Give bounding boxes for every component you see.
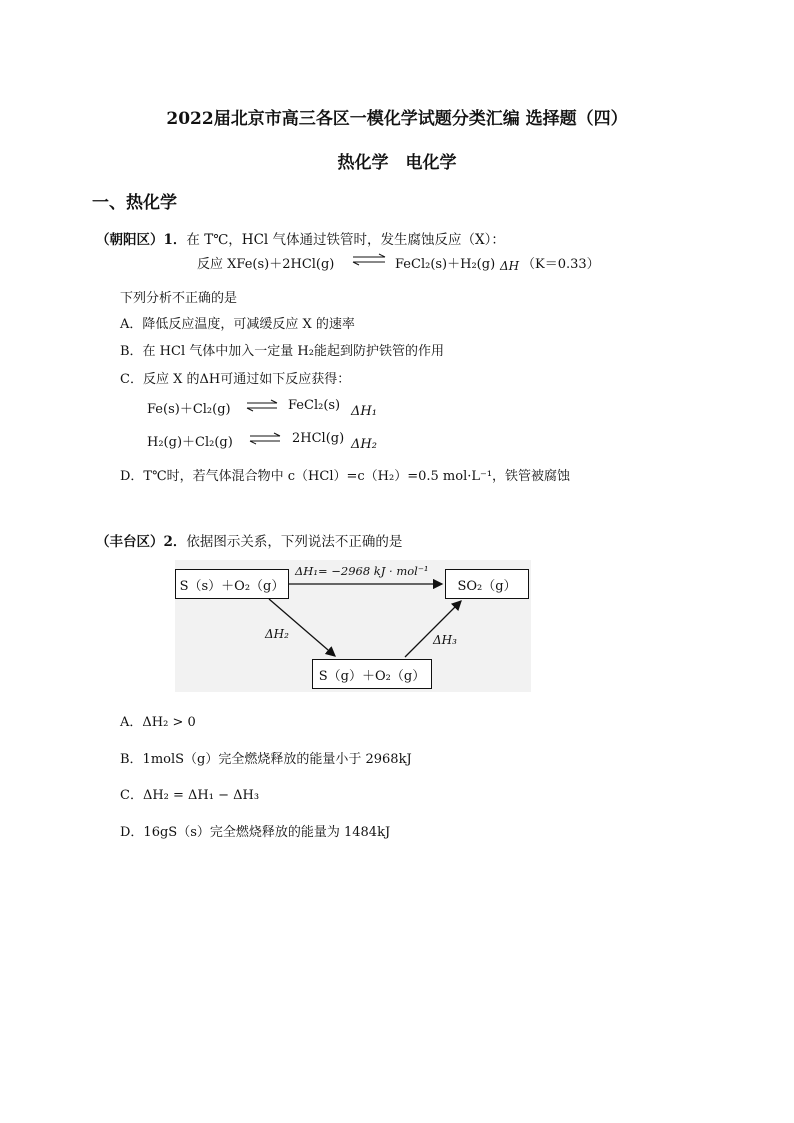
q1-reaction-left: 反应 XFe(s)＋2HCl(g) — [197, 257, 335, 272]
q1-reaction-k: （K＝0.33） — [522, 257, 600, 272]
section-heading: 一、热化学 — [92, 193, 177, 213]
q1-eq2-dh: ΔH₂ — [351, 437, 377, 452]
diagram-dh1-label: ΔH₁= −2968 kJ · mol⁻¹ — [295, 564, 429, 578]
q2-option-b: B．1molS（g）完全燃烧释放的能量小于 2968kJ — [120, 752, 412, 767]
diagram-arrows — [175, 560, 531, 692]
equilibrium-arrow-icon — [351, 253, 387, 267]
q1-option-a: A．降低反应温度，可减缓反应 X 的速率 — [120, 317, 355, 332]
equilibrium-arrow-icon — [248, 432, 282, 446]
q2-option-c: C．ΔH₂ = ΔH₁ − ΔH₃ — [120, 788, 260, 803]
q1-reaction-dh: ΔH — [500, 259, 520, 273]
diagram-dh3-label: ΔH₃ — [433, 633, 457, 647]
diagram-box-s-gas: S（g）＋O₂（g） — [312, 659, 432, 689]
q1-option-b: B．在 HCl 气体中加入一定量 H₂能起到防护铁管的作用 — [120, 344, 444, 359]
q1-eq1-left: Fe(s)＋Cl₂(g) — [147, 402, 231, 417]
q2-stem-text: 依据图示关系，下列说法不正确的是 — [186, 534, 403, 550]
q1-district: （朝阳区） — [96, 232, 164, 248]
question-1-stem: （朝阳区）1．在 T℃，HCl 气体通过铁管时，发生腐蚀反应（X）： — [96, 232, 505, 248]
enthalpy-diagram — [175, 560, 531, 692]
page-title: 2022届北京市高三各区一模化学试题分类汇编 选择题（四） — [166, 109, 628, 129]
q1-stem-text: 在 T℃，HCl 气体通过铁管时，发生腐蚀反应（X）： — [186, 232, 505, 248]
question-2-stem: （丰台区）2．依据图示关系，下列说法不正确的是 — [96, 534, 403, 550]
q1-eq1-right: FeCl₂(s) — [288, 398, 341, 413]
q1-eq2-right: 2HCl(g) — [292, 431, 345, 446]
q1-number: 1 — [163, 232, 173, 248]
diagram-box-s-solid: S（s）＋O₂（g） — [175, 569, 289, 599]
equilibrium-arrow-icon — [245, 399, 279, 413]
diagram-box-so2: SO₂（g） — [445, 569, 529, 599]
q2-option-d: D．16gS（s）完全燃烧释放的能量为 1484kJ — [120, 825, 391, 840]
q1-reaction-right: FeCl₂(s)＋H₂(g) — [395, 257, 496, 272]
page-subtitle: 热化学 电化学 — [337, 153, 457, 173]
q1-eq1-dh: ΔH₁ — [351, 404, 377, 419]
q2-option-a: A．ΔH₂ > 0 — [120, 715, 196, 730]
q1-prompt: 下列分析不正确的是 — [120, 291, 238, 306]
diagram-dh2-label: ΔH₂ — [265, 627, 289, 641]
q1-eq2-left: H₂(g)＋Cl₂(g) — [147, 435, 233, 450]
q1-option-c: C．反应 X 的ΔH可通过如下反应获得： — [120, 372, 351, 387]
q2-number: 2 — [163, 534, 173, 550]
q1-option-d: D．T℃时，若气体混合物中 c（HCl）=c（H₂）=0.5 mol·L⁻¹，铁管被腐蚀 — [120, 469, 571, 484]
q2-district: （丰台区） — [96, 534, 164, 550]
